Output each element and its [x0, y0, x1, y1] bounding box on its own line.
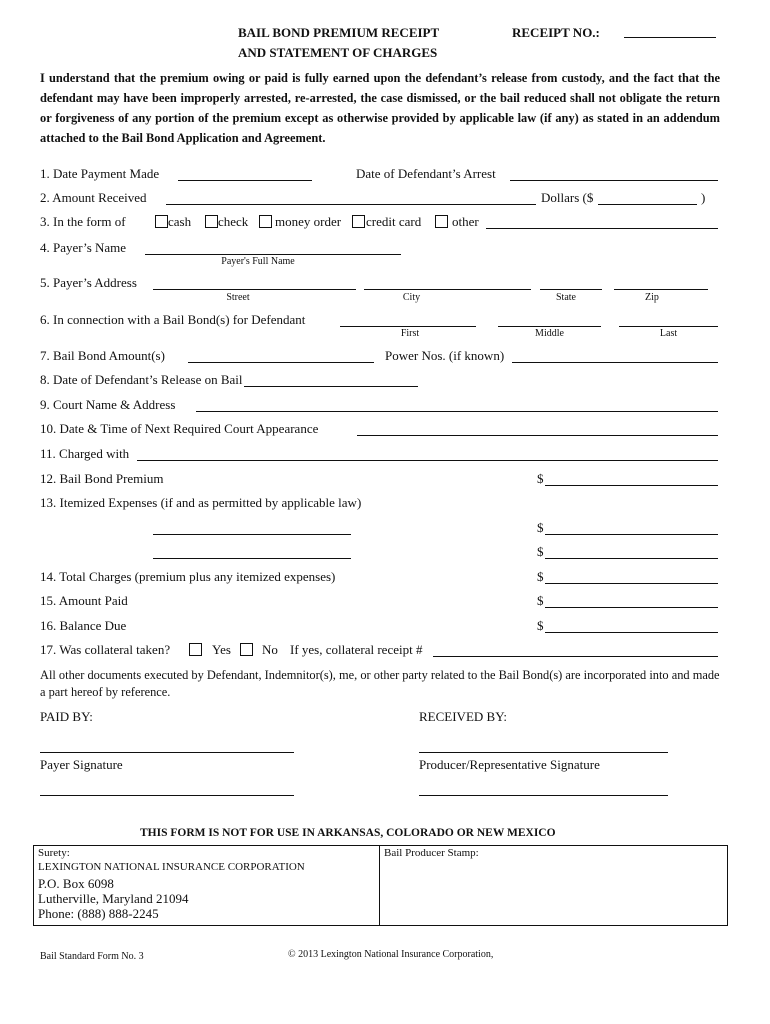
- dollars-input[interactable]: [598, 204, 697, 205]
- field-label-amount-paid: 15. Amount Paid: [40, 593, 128, 608]
- surety-box-divider: [379, 845, 380, 925]
- payer-signature-label: Payer Signature: [40, 757, 123, 772]
- incorporation-text: All other documents executed by Defendant, Indemnitor(s), me, or other party related to the Bail Bond(s) are incorporated into and made a part hereof by reference.: [40, 668, 720, 699]
- collateral-yes-label: Yes: [212, 642, 231, 657]
- premium-input[interactable]: [545, 485, 718, 486]
- check-label: check: [218, 214, 249, 229]
- collateral-receipt-input[interactable]: [433, 656, 718, 657]
- expense-dollar-sign-1: $: [537, 520, 544, 535]
- producer-signature-label: Producer/Representative Signature: [419, 757, 600, 772]
- state-input[interactable]: [540, 289, 602, 290]
- field-label-total-charges: 14. Total Charges (premium plus any itemized expenses): [40, 569, 336, 584]
- balance-dollar-sign: $: [537, 618, 544, 633]
- field-label-date-payment: 1. Date Payment Made: [40, 166, 160, 181]
- next-appearance-input[interactable]: [357, 435, 718, 436]
- defendant-first-input[interactable]: [340, 326, 476, 327]
- payer-name-input[interactable]: [145, 254, 401, 255]
- expense-amount-input-1[interactable]: [545, 534, 718, 535]
- street-input[interactable]: [153, 289, 356, 290]
- date-payment-input[interactable]: [178, 180, 312, 181]
- balance-due-input[interactable]: [545, 632, 718, 633]
- field-label-collateral: 17. Was collateral taken?: [40, 642, 171, 657]
- field-label-release-date: 8. Date of Defendant’s Release on Bail: [40, 372, 243, 387]
- date-arrest-input[interactable]: [510, 180, 718, 181]
- expense-dollar-sign-2: $: [537, 544, 544, 559]
- field-label-charged-with: 11. Charged with: [40, 446, 130, 461]
- total-charges-input[interactable]: [545, 583, 718, 584]
- copyright-notice: © 2013 Lexington National Insurance Corporation,: [288, 949, 494, 960]
- city-caption: City: [402, 292, 421, 303]
- zip-input[interactable]: [614, 289, 708, 290]
- bond-amount-input[interactable]: [188, 362, 374, 363]
- field-label-date-arrest: Date of Defendant’s Arrest: [356, 166, 496, 181]
- other-checkbox[interactable]: [435, 215, 448, 228]
- field-label-bond-amount: 7. Bail Bond Amount(s): [40, 348, 165, 363]
- collateral-no-label: No: [262, 642, 278, 657]
- premium-dollar-sign: $: [537, 471, 544, 486]
- surety-phone: Phone: (888) 888-2245: [38, 906, 159, 921]
- form-title-line1: BAIL BOND PREMIUM RECEIPT: [238, 25, 440, 40]
- cash-label: cash: [168, 214, 192, 229]
- amount-received-input[interactable]: [166, 204, 536, 205]
- field-label-payer-address: 5. Payer’s Address: [40, 275, 137, 290]
- field-label-court: 9. Court Name & Address: [40, 397, 176, 412]
- release-date-input[interactable]: [244, 386, 418, 387]
- payer-name-caption: Payer's Full Name: [221, 256, 295, 267]
- payer-signature-line[interactable]: [40, 752, 294, 753]
- amount-paid-input[interactable]: [545, 607, 718, 608]
- paid-dollar-sign: $: [537, 593, 544, 608]
- field-label-balance-due: 16. Balance Due: [40, 618, 127, 633]
- field-label-itemized-expenses: 13. Itemized Expenses (if and as permitted by applicable law): [40, 495, 362, 510]
- field-label-power-nos: Power Nos. (if known): [385, 348, 505, 363]
- street-caption: Street: [226, 292, 250, 303]
- expense-desc-input-2[interactable]: [153, 558, 351, 559]
- field-label-premium: 12. Bail Bond Premium: [40, 471, 164, 486]
- credit-card-checkbox[interactable]: [352, 215, 365, 228]
- money-order-checkbox[interactable]: [259, 215, 272, 228]
- field-label-dollars: Dollars ($: [541, 190, 594, 205]
- producer-signature-line[interactable]: [419, 752, 668, 753]
- city-input[interactable]: [364, 289, 531, 290]
- form-title-line2: AND STATEMENT OF CHARGES: [238, 45, 438, 60]
- cash-checkbox[interactable]: [155, 215, 168, 228]
- field-label-next-appearance: 10. Date & Time of Next Required Court Appearance: [40, 421, 319, 436]
- power-nos-input[interactable]: [512, 362, 718, 363]
- received-by-label: RECEIVED BY:: [419, 709, 507, 724]
- collateral-yes-checkbox[interactable]: [189, 643, 202, 656]
- state-restriction-notice: THIS FORM IS NOT FOR USE IN ARKANSAS, COLORADO OR NEW MEXICO: [140, 827, 556, 839]
- surety-address1: P.O. Box 6098: [38, 876, 114, 891]
- credit-card-label: credit card: [366, 214, 422, 229]
- defendant-first-caption: First: [400, 328, 420, 339]
- payer-printed-name-line[interactable]: [40, 795, 294, 796]
- expense-desc-input-1[interactable]: [153, 534, 351, 535]
- defendant-middle-caption: Middle: [535, 328, 564, 339]
- producer-stamp-label: Bail Producer Stamp:: [384, 847, 479, 859]
- field-label-payment-form: 3. In the form of: [40, 214, 126, 229]
- zip-caption: Zip: [645, 292, 659, 303]
- dollars-close-paren: ): [701, 190, 706, 205]
- field-label-collateral-receipt: If yes, collateral receipt #: [290, 642, 423, 657]
- expense-amount-input-2[interactable]: [545, 558, 718, 559]
- receipt-no-field[interactable]: [624, 37, 716, 38]
- defendant-last-input[interactable]: [619, 326, 718, 327]
- surety-address2: Lutherville, Maryland 21094: [38, 891, 189, 906]
- field-label-payer-name: 4. Payer’s Name: [40, 240, 127, 255]
- check-checkbox[interactable]: [205, 215, 218, 228]
- surety-label: Surety:: [38, 847, 70, 859]
- producer-printed-name-line[interactable]: [419, 795, 668, 796]
- total-dollar-sign: $: [537, 569, 544, 584]
- surety-company: LEXINGTON NATIONAL INSURANCE CORPORATION: [38, 861, 305, 873]
- other-input[interactable]: [486, 228, 718, 229]
- other-label: other: [452, 214, 479, 229]
- form-number: Bail Standard Form No. 3: [40, 951, 144, 962]
- field-label-defendant: 6. In connection with a Bail Bond(s) for Defendant: [40, 312, 306, 327]
- collateral-no-checkbox[interactable]: [240, 643, 253, 656]
- charged-with-input[interactable]: [137, 460, 718, 461]
- receipt-no-label: RECEIPT NO.:: [512, 25, 600, 40]
- state-caption: State: [556, 292, 576, 303]
- field-label-amount-received: 2. Amount Received: [40, 190, 147, 205]
- paid-by-label: PAID BY:: [40, 709, 93, 724]
- money-order-label: money order: [275, 214, 342, 229]
- premium-statement: I understand that the premium owing or paid is fully earned upon the defendant’s release from custody, and the fact that the defendant may have been improperly arrested, re-arrested, the case dismissed, or the bail reduced shall not obligate the return or forgiveness of any portion of the premium except as otherwise provided by applicable law (if any) as stated in an addendum attached to the Bail Bond Application and Agreement.: [40, 71, 720, 145]
- defendant-middle-input[interactable]: [498, 326, 601, 327]
- court-input[interactable]: [196, 411, 718, 412]
- defendant-last-caption: Last: [659, 328, 678, 339]
